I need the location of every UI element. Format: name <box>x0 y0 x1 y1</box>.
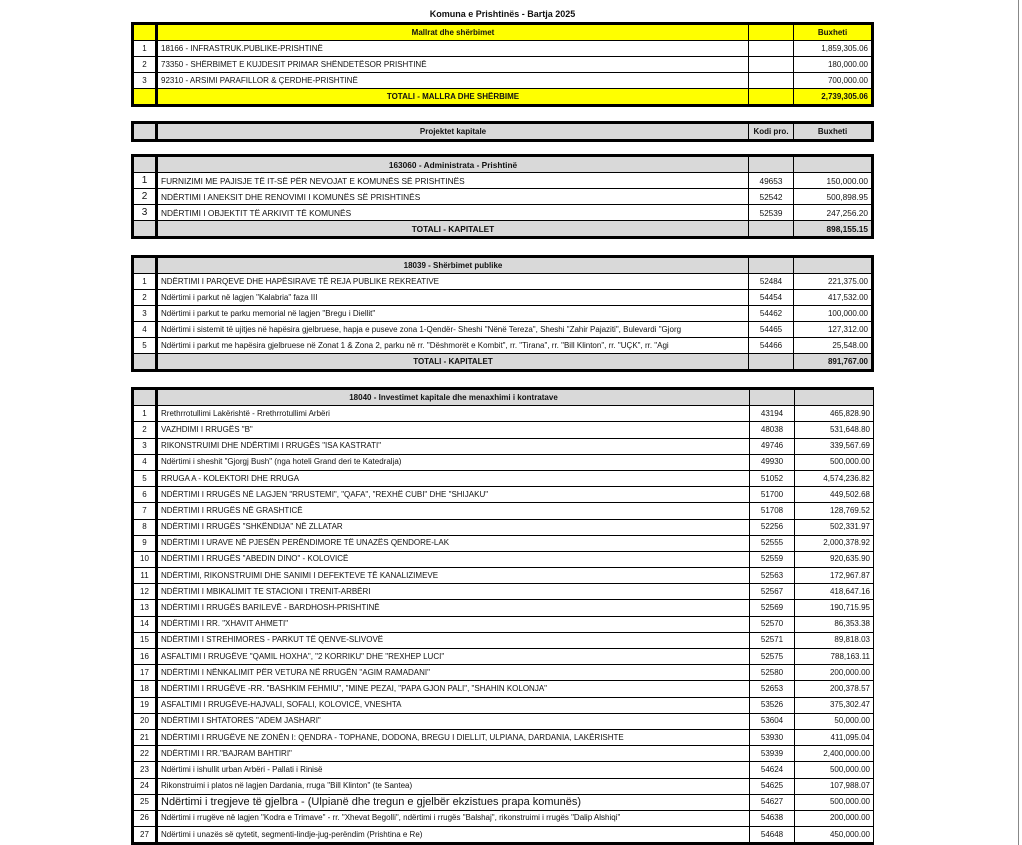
row-description: NDËRTIMI I OBJEKTIT TË ARKIVIT TË KOMUNËS <box>157 205 749 221</box>
row-number: 12 <box>133 584 157 600</box>
row-description: NDËRTIMI I RRUGËS NË LAGJEN "RRUSTEMI", "QAFA", "REXHË CUBI" DHE "SHIJAKU" <box>157 487 750 503</box>
row-description: NDËRTIMI I RRUGËS BARILEVË - BARDHOSH-PRISHTINË <box>157 600 750 616</box>
row-budget: 200,000.00 <box>795 665 874 681</box>
row-description: NDËRTIMI I MBIKALIMIT TE STACIONI I TRENIT-ARBËRI <box>157 584 750 600</box>
code-header-label: Kodi pro. <box>749 123 794 141</box>
row-budget: 700,000.00 <box>794 73 873 89</box>
row-budget: 500,000.00 <box>795 454 874 470</box>
table-row <box>133 73 873 89</box>
row-number: 2 <box>133 189 157 205</box>
row-number: 1 <box>133 274 157 290</box>
row-budget: 339,567.69 <box>795 438 874 454</box>
row-code: 53526 <box>750 697 795 713</box>
row-budget: 150,000.00 <box>794 173 873 189</box>
total-label: TOTALI - KAPITALET <box>157 221 749 238</box>
row-code: 51708 <box>750 503 795 519</box>
row-code: 49653 <box>749 173 794 189</box>
row-description: Rrethrrotullimi Lakërishtë - Rrethrrotullimi Arbëri <box>157 406 750 422</box>
table-row <box>133 778 874 794</box>
sherbimet-publike-table <box>131 255 874 372</box>
row-code <box>749 73 794 89</box>
table-row <box>133 584 874 600</box>
row-budget: 417,532.00 <box>794 290 873 306</box>
investimet-header-label: 18040 - Investimet kapitale dhe menaxhimi i kontratave <box>157 389 750 406</box>
total-code-cell <box>749 354 794 371</box>
table-row <box>133 681 874 697</box>
row-code: 52484 <box>749 274 794 290</box>
row-code: 52580 <box>750 665 795 681</box>
total-label: TOTALI - KAPITALET <box>157 354 749 371</box>
row-code: 54638 <box>750 810 795 826</box>
table-row <box>133 827 874 844</box>
capital-projects-header-row <box>133 123 873 141</box>
row-number: 1 <box>133 41 157 57</box>
table-row <box>133 713 874 729</box>
table-row <box>133 470 874 486</box>
row-budget: 127,312.00 <box>794 322 873 338</box>
row-number: 2 <box>133 290 157 306</box>
row-budget: 788,163.11 <box>795 649 874 665</box>
row-number: 9 <box>133 535 157 551</box>
row-description: Ndërtimi i rrugëve në lagjen "Kodra e Trimave" - rr. "Xhevat Begolli", ndërtimi i rrugës "Balshaj", rikonstruimi i rrugës "Dalip Alshiqi" <box>157 810 750 826</box>
row-description: NDËRTIMI I STREHIMORES - PARKUT TË QENVE-SLIVOVË <box>157 632 750 648</box>
row-number: 22 <box>133 746 157 762</box>
row-code: 52555 <box>750 535 795 551</box>
row-description: NDËRTIMI I RRUGËS "ABEDIN DINO" - KOLOVICË <box>157 551 750 567</box>
row-description: 18166 - INFRASTRUK.PUBLIKE-PRISHTINË <box>157 41 749 57</box>
row-budget: 450,000.00 <box>795 827 874 844</box>
row-code: 51052 <box>750 470 795 486</box>
table-row <box>133 519 874 535</box>
total-row <box>133 354 873 371</box>
row-description: RIKONSTRUIMI DHE NDËRTIMI I RRUGËS "ISA KASTRATI" <box>157 438 750 454</box>
row-budget: 465,828.90 <box>795 406 874 422</box>
row-number: 3 <box>133 73 157 89</box>
row-budget: 449,502.68 <box>795 487 874 503</box>
document-title: Komuna e Prishtinës - Bartja 2025 <box>429 9 576 19</box>
table-row <box>133 810 874 826</box>
row-code: 54466 <box>749 338 794 354</box>
row-code: 52569 <box>750 600 795 616</box>
table-row <box>133 173 873 189</box>
row-code: 49746 <box>750 438 795 454</box>
row-number: 26 <box>133 810 157 826</box>
row-number: 3 <box>133 438 157 454</box>
row-code: 54465 <box>749 322 794 338</box>
row-description: Ndërtimi i unazës së qytetit, segmenti-lindje-jug-perëndim (Prishtina e Re) <box>157 827 750 844</box>
row-code: 52563 <box>750 568 795 584</box>
row-description: Ndërtimi i parkut me hapësira gjelbruese në Zonat 1 & Zona 2, parku në rr. "Dëshmorët e Kombit", rr. "Tirana", rr. "Bill Klinton", rr. "UÇK", rr. "Agi <box>157 338 749 354</box>
table-row <box>133 697 874 713</box>
row-number: 10 <box>133 551 157 567</box>
total-budget: 898,155.15 <box>794 221 873 238</box>
header-number-cell <box>133 156 157 173</box>
row-budget: 920,635.90 <box>795 551 874 567</box>
sherbimet-publike-header-row <box>133 257 873 274</box>
row-code <box>749 57 794 73</box>
table-row <box>133 306 873 322</box>
row-number: 13 <box>133 600 157 616</box>
row-code: 54625 <box>750 778 795 794</box>
capital-projects-header-table <box>131 121 874 142</box>
row-code: 53939 <box>750 746 795 762</box>
investimet-table <box>131 387 874 845</box>
table-row <box>133 649 874 665</box>
header-code-cell <box>749 156 794 173</box>
row-code: 52575 <box>750 649 795 665</box>
row-number: 2 <box>133 422 157 438</box>
budget-header-label: Buxheti <box>794 24 873 41</box>
row-description: Rikonstruimi i platos në lagjen Dardania, rruga "Bill Klinton" (te Santea) <box>157 778 750 794</box>
row-budget: 200,000.00 <box>795 810 874 826</box>
table-row <box>133 503 874 519</box>
row-number: 20 <box>133 713 157 729</box>
row-budget: 172,967.87 <box>795 568 874 584</box>
row-number: 19 <box>133 697 157 713</box>
table-row <box>133 616 874 632</box>
row-budget: 500,000.00 <box>795 762 874 778</box>
budget-header-label: Buxheti <box>794 123 873 141</box>
row-description: NDËRTIMI I SHTATORES "ADEM JASHARI" <box>157 713 750 729</box>
table-row <box>133 205 873 221</box>
row-number: 1 <box>133 173 157 189</box>
row-number: 5 <box>133 338 157 354</box>
row-description: Ndërtimi i sheshit "Gjorgj Bush" (nga hoteli Grand deri te Katedralja) <box>157 454 750 470</box>
row-budget: 50,000.00 <box>795 713 874 729</box>
row-number: 3 <box>133 306 157 322</box>
row-number: 15 <box>133 632 157 648</box>
capital-projects-header-label: Projektet kapitale <box>157 123 749 141</box>
row-description: NDËRTIMI I RR. "XHAVIT AHMETI" <box>157 616 750 632</box>
table-row <box>133 746 874 762</box>
table-row <box>133 189 873 205</box>
goods-services-header-row <box>133 24 873 41</box>
row-budget: 375,302.47 <box>795 697 874 713</box>
row-number: 25 <box>133 794 157 810</box>
row-budget: 190,715.95 <box>795 600 874 616</box>
row-budget: 247,256.20 <box>794 205 873 221</box>
row-budget: 25,548.00 <box>794 338 873 354</box>
row-number: 21 <box>133 729 157 745</box>
row-number: 23 <box>133 762 157 778</box>
row-code: 43194 <box>750 406 795 422</box>
header-code-cell <box>750 389 795 406</box>
row-description: NDËRTIMI I ANEKSIT DHE RENOVIMI I KOMUNËS SË PRISHTINËS <box>157 189 749 205</box>
row-number: 8 <box>133 519 157 535</box>
administrata-table <box>131 154 874 239</box>
row-budget: 221,375.00 <box>794 274 873 290</box>
header-number-cell <box>133 257 157 274</box>
row-code: 48038 <box>750 422 795 438</box>
row-number: 24 <box>133 778 157 794</box>
header-code-cell <box>749 257 794 274</box>
goods-services-header-label: Mallrat dhe shërbimet <box>157 24 749 41</box>
administrata-header-row <box>133 156 873 173</box>
row-budget: 4,574,236.82 <box>795 470 874 486</box>
row-budget: 500,898.95 <box>794 189 873 205</box>
row-code: 53930 <box>750 729 795 745</box>
row-budget: 531,648.80 <box>795 422 874 438</box>
header-number-cell <box>133 389 157 406</box>
row-number: 2 <box>133 57 157 73</box>
row-code: 52567 <box>750 584 795 600</box>
header-budget-cell <box>795 389 874 406</box>
row-description: NDËRTIMI I RRUGËS "SHKËNDIJA" NË ZLLATAR <box>157 519 750 535</box>
row-code: 54627 <box>750 794 795 810</box>
total-row <box>133 221 873 238</box>
row-number: 5 <box>133 470 157 486</box>
total-number-cell <box>133 354 157 371</box>
row-number: 4 <box>133 322 157 338</box>
table-row <box>133 422 874 438</box>
total-number-cell <box>133 221 157 238</box>
table-row <box>133 794 874 810</box>
row-number: 16 <box>133 649 157 665</box>
row-description: VAZHDIMI I RRUGËS "B" <box>157 422 750 438</box>
row-code: 52653 <box>750 681 795 697</box>
row-code: 54648 <box>750 827 795 844</box>
row-number: 27 <box>133 827 157 844</box>
row-description: Ndërtimi i tregjeve të gjelbra - (Ulpianë dhe tregun e gjelbër ekzistues prapa komunës) <box>157 794 750 810</box>
header-number-cell <box>133 24 157 41</box>
table-row <box>133 632 874 648</box>
investimet-header-row <box>133 389 874 406</box>
table-row <box>133 551 874 567</box>
table-row <box>133 290 873 306</box>
row-description: NDËRTIMI I PARQEVE DHE HAPËSIRAVE TË REJA PUBLIKE REKREATIVE <box>157 274 749 290</box>
row-code: 52542 <box>749 189 794 205</box>
goods-services-table <box>131 22 874 107</box>
table-row <box>133 438 874 454</box>
row-budget: 500,000.00 <box>795 794 874 810</box>
header-budget-cell <box>794 156 873 173</box>
header-number-cell <box>133 123 157 141</box>
administrata-header-label: 163060 - Administrata - Prishtinë <box>157 156 749 173</box>
row-budget: 1,859,305.06 <box>794 41 873 57</box>
total-code-cell <box>749 221 794 238</box>
row-budget: 100,000.00 <box>794 306 873 322</box>
row-description: Ndërtimi i sistemit të ujitjes në hapësira gjelbruese, hapja e puseve zona 1-Qendër- Sheshi "Nënë Tereza", Sheshi "Zahir Pajaziti", Bulevardi "Gjorg <box>157 322 749 338</box>
row-budget: 502,331.97 <box>795 519 874 535</box>
row-code: 52256 <box>750 519 795 535</box>
table-row <box>133 41 873 57</box>
row-budget: 86,353.38 <box>795 616 874 632</box>
page-edge-line <box>1018 0 1019 845</box>
table-row <box>133 406 874 422</box>
table-row <box>133 600 874 616</box>
row-number: 18 <box>133 681 157 697</box>
row-budget: 200,378.57 <box>795 681 874 697</box>
header-code-cell <box>749 24 794 41</box>
table-row <box>133 274 873 290</box>
row-budget: 411,095.04 <box>795 729 874 745</box>
row-description: NDËRTIMI, RIKONSTRUIMI DHE SANIMI I DEFEKTEVE TË KANALIZIMEVE <box>157 568 750 584</box>
row-number: 6 <box>133 487 157 503</box>
row-code: 54462 <box>749 306 794 322</box>
row-number: 14 <box>133 616 157 632</box>
table-row <box>133 487 874 503</box>
row-description: NDËRTIMI I RRUGËVE -RR. "BASHKIM FEHMIU", "MINE PEZAI, "PAPA GJON PALI", "SHAHIN KOLONJA" <box>157 681 750 697</box>
row-description: ASFALTIMI I RRUGËVE-HAJVALI, SOFALI, KOLOVICË, VNESHTA <box>157 697 750 713</box>
table-row <box>133 729 874 745</box>
row-code: 52570 <box>750 616 795 632</box>
total-code-cell <box>749 89 794 106</box>
row-budget: 418,647.16 <box>795 584 874 600</box>
row-number: 4 <box>133 454 157 470</box>
row-description: 92310 - ARSIMI PARAFILLOR & ÇERDHE-PRISHTINË <box>157 73 749 89</box>
row-description: Ndërtimi i parkut në lagjen "Kalabria" faza III <box>157 290 749 306</box>
table-row <box>133 762 874 778</box>
total-label: TOTALI - MALLRA DHE SHËRBIME <box>157 89 749 106</box>
row-number: 1 <box>133 406 157 422</box>
table-row <box>133 454 874 470</box>
total-number-cell <box>133 89 157 106</box>
row-number: 11 <box>133 568 157 584</box>
row-budget: 89,818.03 <box>795 632 874 648</box>
row-code: 52571 <box>750 632 795 648</box>
row-description: Ndërtimi i ishullit urban Arbëri - Pallati i Rinisë <box>157 762 750 778</box>
row-description: NDËRTIMI I URAVE NË PJESËN PERËNDIMORE TË UNAZËS QENDORE-LAK <box>157 535 750 551</box>
row-code: 51700 <box>750 487 795 503</box>
sherbimet-publike-header-label: 18039 - Shërbimet publike <box>157 257 749 274</box>
total-budget: 891,767.00 <box>794 354 873 371</box>
row-description: NDËRTIMI I RRUGËS NË GRASHTICË <box>157 503 750 519</box>
row-description: NDËRTIMI I NËNKALIMIT PËR VETURA NË RRUGËN "AGIM RAMADANI" <box>157 665 750 681</box>
table-row <box>133 665 874 681</box>
row-description: NDËRTIMI I RRUGËVE NE ZONËN I: QENDRA - TOPHANE, DODONA, BREGU I DIELLIT, ULPIANA, DARDANIA, LAKËRISHTE <box>157 729 750 745</box>
table-row <box>133 338 873 354</box>
row-number: 17 <box>133 665 157 681</box>
table-row <box>133 535 874 551</box>
row-budget: 2,400,000.00 <box>795 746 874 762</box>
table-row <box>133 322 873 338</box>
total-row <box>133 89 873 106</box>
row-description: FURNIZIMI ME PAJISJE TË IT-SË PËR NEVOJAT E KOMUNËS SË PRISHTINËS <box>157 173 749 189</box>
row-description: 73350 - SHËRBIMET E KUJDESIT PRIMAR SHËNDETËSOR PRISHTINË <box>157 57 749 73</box>
total-budget: 2,739,305.06 <box>794 89 873 106</box>
row-code <box>749 41 794 57</box>
row-code: 54624 <box>750 762 795 778</box>
row-code: 53604 <box>750 713 795 729</box>
row-code: 54454 <box>749 290 794 306</box>
row-description: ASFALTIMI I RRUGËVE "QAMIL HOXHA", "2 KORRIKU" DHE "REXHEP LUCI" <box>157 649 750 665</box>
table-row <box>133 57 873 73</box>
row-description: NDËRTIMI I RR."BAJRAM BAHTIRI" <box>157 746 750 762</box>
row-code: 52559 <box>750 551 795 567</box>
row-budget: 2,000,378.92 <box>795 535 874 551</box>
row-number: 7 <box>133 503 157 519</box>
row-budget: 107,988.07 <box>795 778 874 794</box>
row-budget: 180,000.00 <box>794 57 873 73</box>
row-description: Ndërtimi i parkut te parku memorial në lagjen "Bregu i Diellit" <box>157 306 749 322</box>
row-budget: 128,769.52 <box>795 503 874 519</box>
row-number: 3 <box>133 205 157 221</box>
header-budget-cell <box>794 257 873 274</box>
row-code: 52539 <box>749 205 794 221</box>
table-row <box>133 568 874 584</box>
row-description: RRUGA A - KOLEKTORI DHE RRUGA <box>157 470 750 486</box>
row-code: 49930 <box>750 454 795 470</box>
